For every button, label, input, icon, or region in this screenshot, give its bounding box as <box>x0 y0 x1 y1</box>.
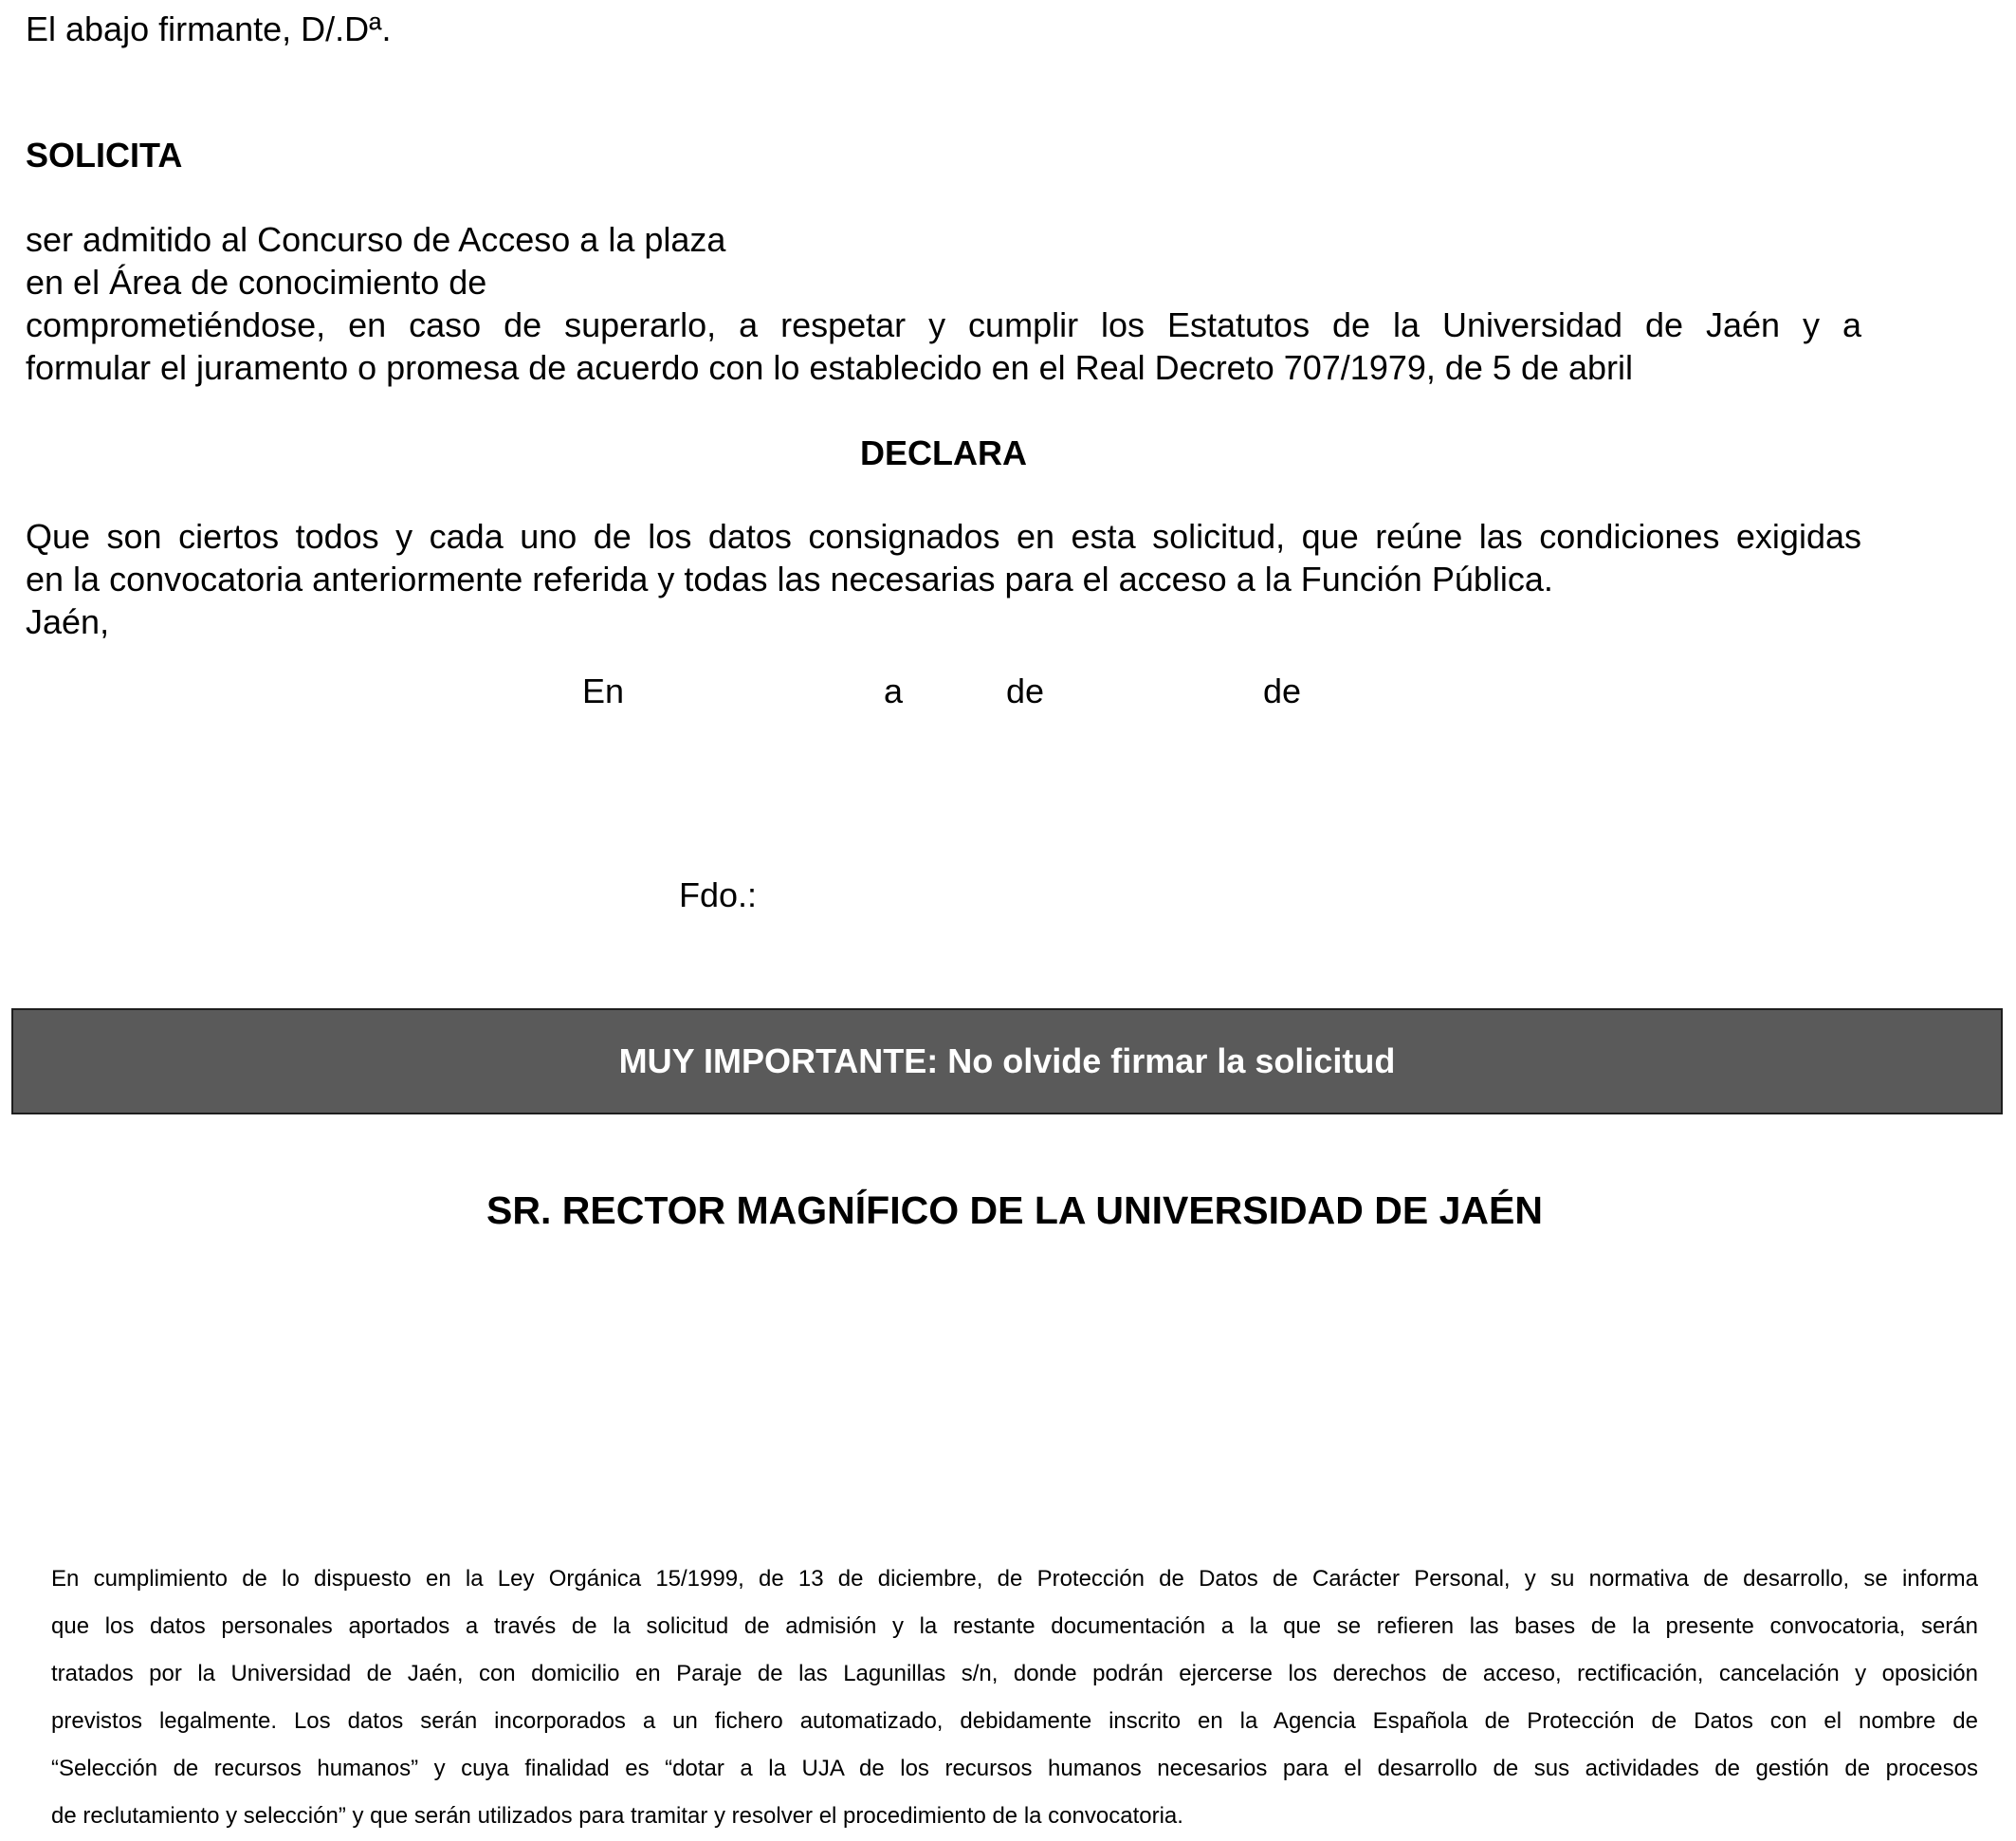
declara-paragraph <box>26 515 1861 600</box>
privacy-notice <box>51 1556 1978 1840</box>
date-de-label-2: de <box>1263 672 1302 710</box>
date-en-label: En <box>582 672 625 710</box>
important-notice-text: MUY IMPORTANTE: No olvide firmar la solicitud <box>618 1041 1396 1080</box>
compromiso-line: comprometiéndose, en caso de superarlo, a respetar y cumplir los Estatutos de la Universidad de Jaén y a <box>26 305 1861 344</box>
place-city: Jaén, <box>26 602 110 641</box>
privacy-line: “Selección de recursos humanos” y cuya finalidad es “dotar a la UJA de los recursos humanos necesarios para el desarrollo de sus actividades de gestión de procesos <box>51 1756 1978 1781</box>
declara-heading: DECLARA <box>860 433 1027 472</box>
area-line: en el Área de conocimiento de <box>26 263 487 302</box>
addressee-heading: SR. RECTOR MAGNÍFICO DE LA UNIVERSIDAD DE JAÉN <box>486 1188 1543 1232</box>
signature-label: Fdo.: <box>679 875 758 914</box>
compromiso-paragraph <box>26 304 1861 389</box>
date-de-label-1: de <box>1006 672 1045 710</box>
compromiso-line: formular el juramento o promesa de acuerdo con lo establecido en el Real Decreto 707/1979, de 5 de abril <box>26 348 1634 387</box>
declara-line: Que son ciertos todos y cada uno de los datos consignados en esta solicitud, que reúne las condiciones exigidas <box>26 517 1861 556</box>
privacy-line: tratados por la Universidad de Jaén, con domicilio en Paraje de las Lagunillas s/n, donde podrán ejercerse los derechos de acceso, rectificación, cancelación y oposición <box>51 1661 1978 1686</box>
declara-line: en la convocatoria anteriormente referida y todas las necesarias para el acceso a la Función Pública. <box>26 560 1553 598</box>
privacy-line: de reclutamiento y selección” y que serán utilizados para tramitar y resolver el procedimiento de la convocatoria. <box>51 1803 1183 1829</box>
solicita-heading: SOLICITA <box>26 136 183 175</box>
intro-line: El abajo firmante, D/.Dª. <box>26 9 392 48</box>
privacy-line: En cumplimiento de lo dispuesto en la Ley Orgánica 15/1999, de 13 de diciembre, de Protección de Datos de Carácter Personal, y su normativa de desarrollo, se informa <box>51 1566 1978 1592</box>
date-a-label: a <box>884 672 904 710</box>
privacy-line: que los datos personales aportados a través de la solicitud de admisión y la restante documentación a la que se refieren las bases de la presente convocatoria, serán <box>51 1613 1978 1639</box>
privacy-line: previstos legalmente. Los datos serán incorporados a un fichero automatizado, debidamente inscrito en la Agencia Española de Protección de Datos con el nombre de <box>51 1708 1978 1734</box>
important-notice-box <box>11 1008 2003 1114</box>
plaza-line: ser admitido al Concurso de Acceso a la plaza <box>26 220 726 259</box>
